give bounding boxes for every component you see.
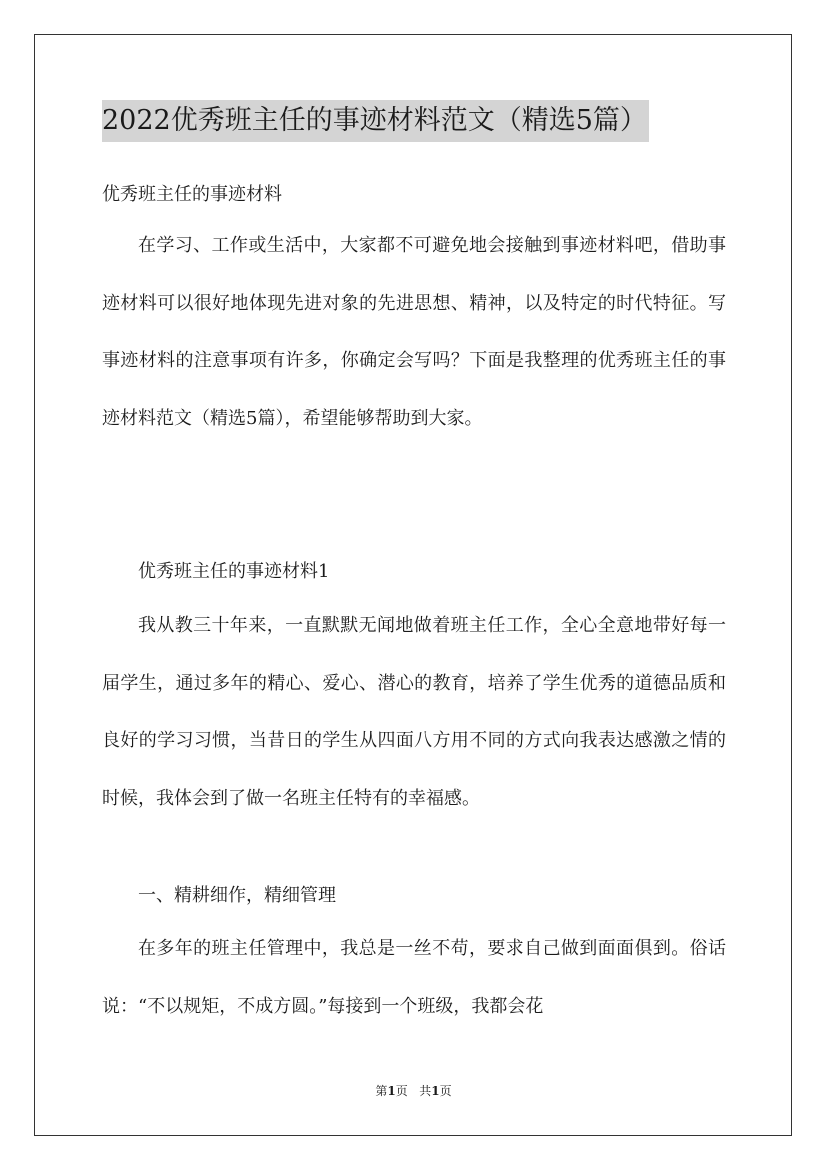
footer-total-number: 1 [431,1084,440,1098]
section-1-heading-1: 一、精耕细作，精细管理 [138,885,336,906]
page-footer [0,1083,827,1099]
document-subtitle: 优秀班主任的事迹材料 [102,184,282,205]
section-1-title: 优秀班主任的事迹材料1 [138,561,330,582]
footer-total-prefix: 共 [419,1084,432,1098]
document-title: 2022优秀班主任的事迹材料范文（精选5篇） [102,100,649,142]
footer-page-prefix: 第 [375,1084,388,1098]
footer-page-number: 1 [387,1084,396,1098]
footer-total-suffix: 页 [439,1084,452,1098]
footer-page-suffix: 页 [395,1084,408,1098]
section-1-paragraph-1: 我从教三十年来，一直默默无闻地做着班主任工作，全心全意地带好每一届学生，通过多年的精心、爱心、潜心的教育，培养了学生优秀的道德品质和良好的学习习惯，当昔日的学生从四面八方用不同的方式向我表达感激之情的时候，我体会到了做一名班主任特有的幸福感。 [102,615,726,809]
intro-paragraph: 在学习、工作或生活中，大家都不可避免地会接触到事迹材料吧，借助事迹材料可以很好地体现先进对象的先进思想、精神，以及特定的时代特征。写事迹材料的注意事项有许多，你确定会写吗？下面是我整理的优秀班主任的事迹材料范文（精选5篇），希望能够帮助到大家。 [102,235,726,429]
section-1-paragraph-2: 在多年的班主任管理中，我总是一丝不苟，要求自己做到面面俱到。俗话说：“不以规矩，不成方圆。”每接到一个班级，我都会花 [102,938,726,1017]
